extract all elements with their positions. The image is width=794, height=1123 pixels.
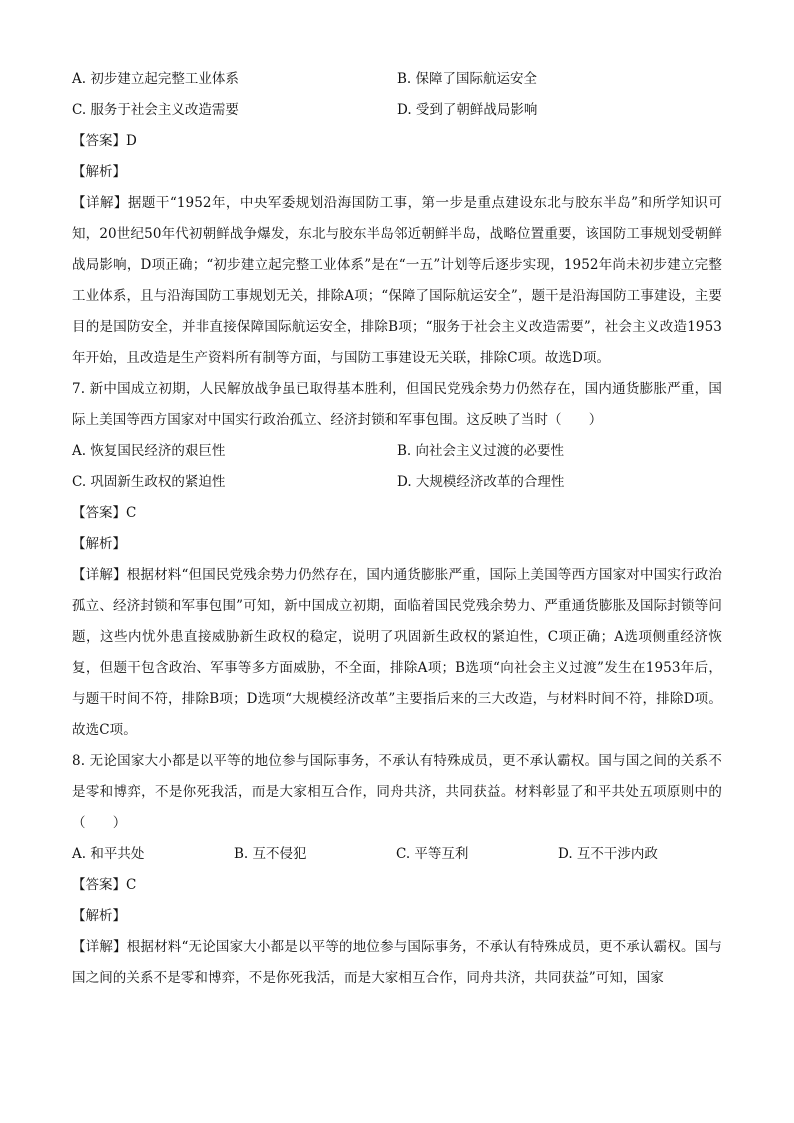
- q6-options-row-1: [72, 64, 722, 95]
- q6-option-c: C. 服务于社会主义改造需要: [72, 102, 239, 118]
- q6-detail: [72, 188, 722, 374]
- q6-answer: [72, 126, 722, 157]
- q6-analysis-heading: [72, 157, 722, 188]
- q8-analysis-heading: [72, 901, 722, 932]
- analysis-tag: 【解析】: [72, 536, 126, 552]
- q8-option-b: B. 互不侵犯: [234, 846, 307, 862]
- detail-text: 根据材料“但国民党残余势力仍然存在，国内通货膨胀严重，国际上美国等西方国家对中国实行政治孤立、经济封锁和军事包围”可知，新中国成立初期，面临着国民党残余势力、严重通货膨胀及国际封锁等问题，这些内忧外患直接威胁新生政权的稳定，说明了巩固新生政权的紧迫性，C项正确；A选项侧重经济恢复，但题干包含政治、军事等多方面威胁，不全面，排除A项；B选项“向社会主义过渡”发生在1953年后，与题干时间不符，排除B项；D选项“大规模经济改革”主要指后来的三大改造，与材料时间不符，排除D项。故选C项。: [72, 567, 722, 738]
- q6-option-d: D. 受到了朝鲜战局影响: [397, 102, 538, 118]
- q6-options-row-2: [72, 95, 722, 126]
- q7-stem: 7. 新中国成立初期，人民解放战争虽已取得基本胜利，但国民党残余势力仍然存在，国内通货膨胀严重，国际上美国等西方国家对中国实行政治孤立、经济封锁和军事包围。这反映了当时（ ）: [72, 381, 722, 428]
- q7-answer: [72, 498, 722, 529]
- detail-text: 根据材料“无论国家大小都是以平等的地位参与国际事务，不承认有特殊成员，更不承认霸权。国与国之间的关系不是零和博弈，不是你死我活，而是大家相互合作，同舟共济，共同获益”可知，国家: [72, 939, 722, 986]
- q8-option-a: A. 和平共处: [72, 846, 145, 862]
- answer-value: D: [126, 133, 137, 149]
- q7-analysis-heading: [72, 529, 722, 560]
- analysis-tag: 【解析】: [72, 908, 126, 924]
- q8-stem: 8. 无论国家大小都是以平等的地位参与国际事务，不承认有特殊成员，更不承认霸权。国与国之间的关系不是零和博弈，不是你死我活，而是大家相互合作，同舟共济，共同获益。材料彰显了和平共处五项原则中的（ ）: [72, 753, 722, 831]
- q7-option-a: A. 恢复国民经济的艰巨性: [72, 443, 226, 459]
- q8-answer: [72, 870, 722, 901]
- answer-value: C: [126, 505, 137, 521]
- detail-text: 据题干“1952年，中央军委规划沿海国防工事，第一步是重点建设东北与胶东半岛”和所学知识可知，20世纪50年代初朝鲜战争爆发，东北与胶东半岛邻近朝鲜半岛，战略位置重要，该国防工事规划受朝鲜战局影响，D项正确；“初步建立起完整工业体系”是在“一五”计划等后逐步实现，1952年尚未初步建立完整工业体系，且与沿海国防工事规划无关，排除A项；“保障了国际航运安全”，题干是沿海国防工事建设，主要目的是国防安全，并非直接保障国际航运安全，排除B项；“服务于社会主义改造需要”，社会主义改造1953年开始，且改造是生产资料所有制等方面，与国防工事建设无关联，排除C项。故选D项。: [72, 195, 722, 366]
- q8-options-row: [72, 839, 722, 870]
- q6-option-b: B. 保障了国际航运安全: [397, 71, 538, 87]
- analysis-tag: 【解析】: [72, 164, 126, 180]
- q8-detail: [72, 932, 722, 994]
- q8-option-d: D. 互不干涉内政: [558, 846, 658, 862]
- q7-option-d: D. 大规模经济改革的合理性: [397, 474, 565, 490]
- q7-option-b: B. 向社会主义过渡的必要性: [397, 443, 565, 459]
- q7-options-row-1: [72, 436, 722, 467]
- detail-tag: 【详解】: [72, 939, 127, 955]
- q7-option-c: C. 巩固新生政权的紧迫性: [72, 474, 226, 490]
- q7-options-row-2: [72, 467, 722, 498]
- answer-value: C: [126, 877, 137, 893]
- q7-detail: [72, 560, 722, 746]
- q8-option-c: C. 平等互利: [396, 846, 469, 862]
- detail-tag: 【详解】: [72, 195, 128, 211]
- answer-tag: 【答案】: [72, 505, 126, 521]
- document-page: [72, 64, 722, 994]
- q6-option-a: A. 初步建立起完整工业体系: [72, 71, 239, 87]
- answer-tag: 【答案】: [72, 133, 126, 149]
- answer-tag: 【答案】: [72, 877, 126, 893]
- detail-tag: 【详解】: [72, 567, 127, 583]
